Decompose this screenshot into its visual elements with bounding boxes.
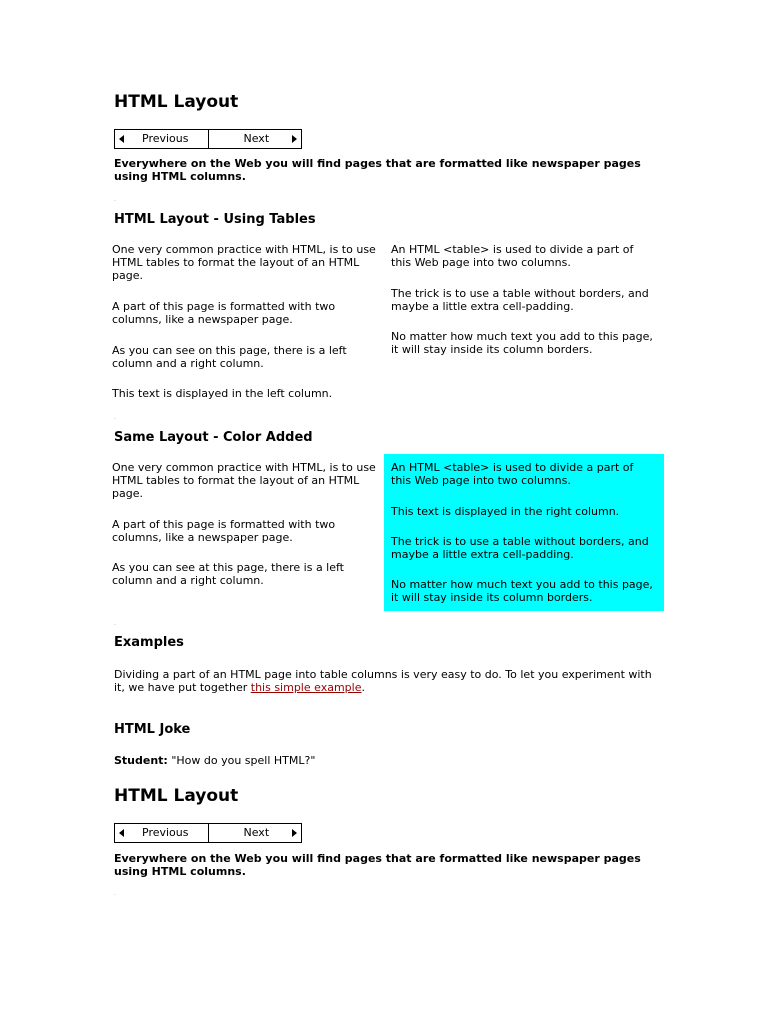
page-title-repeat: HTML Layout bbox=[114, 786, 239, 806]
examples-text-end: . bbox=[361, 681, 365, 694]
separator-dot: . bbox=[114, 196, 116, 203]
next-label: Next bbox=[243, 132, 270, 145]
color-right-para-3: The trick is to use a table without borders, and maybe a little extra cell-padding. bbox=[391, 535, 649, 561]
pager-nav-repeat bbox=[114, 823, 302, 843]
intro-text-repeat: Everywhere on the Web you will find pages that are formatted like newspaper pages using HTML columns. bbox=[114, 852, 641, 878]
color-right-para-1: An HTML <table> is used to divide a part of this Web page into two columns. bbox=[391, 461, 634, 487]
color-left-para-3: As you can see at this page, there is a left column and a right column. bbox=[112, 561, 344, 587]
previous-label: Previous bbox=[142, 826, 189, 839]
previous-label: Previous bbox=[142, 132, 189, 145]
next-label: Next bbox=[243, 826, 270, 839]
section-color-heading: Same Layout - Color Added bbox=[114, 430, 313, 445]
joke-quote: "How do you spell HTML?" bbox=[167, 754, 316, 767]
color-right-para-4: No matter how much text you add to this page, it will stay inside its column borders. bbox=[391, 578, 653, 604]
section-joke-heading: HTML Joke bbox=[114, 722, 191, 737]
tables-left-para-2: A part of this page is formatted with two columns, like a newspaper page. bbox=[112, 300, 336, 326]
examples-text: Dividing a part of an HTML page into table columns is very easy to do. To let you experiment with it, we have put together bbox=[114, 668, 652, 694]
section-tables-heading: HTML Layout - Using Tables bbox=[114, 212, 316, 227]
tables-left-para-1: One very common practice with HTML, is to use HTML tables to format the layout of an HTML page. bbox=[112, 243, 376, 282]
color-left-para-2: A part of this page is formatted with two columns, like a newspaper page. bbox=[112, 518, 336, 544]
joke-label: Student: bbox=[114, 754, 168, 767]
separator-dot: . bbox=[114, 414, 116, 421]
separator-dot: . bbox=[114, 620, 116, 627]
tables-left-para-3: As you can see on this page, there is a left column and a right column. bbox=[112, 344, 347, 370]
next-button[interactable] bbox=[208, 130, 302, 148]
previous-button[interactable] bbox=[115, 130, 208, 148]
next-button[interactable] bbox=[208, 824, 302, 842]
color-left-para-1: One very common practice with HTML, is to use HTML tables to format the layout of an HTML page. bbox=[112, 461, 376, 500]
color-right-para-2: This text is displayed in the right column. bbox=[391, 505, 620, 518]
previous-button[interactable] bbox=[115, 824, 208, 842]
arrow-right-icon bbox=[292, 135, 297, 143]
arrow-left-icon bbox=[119, 829, 124, 837]
page-title: HTML Layout bbox=[114, 92, 239, 112]
pager-nav bbox=[114, 129, 302, 149]
joke-paragraph bbox=[114, 754, 664, 767]
examples-paragraph bbox=[114, 668, 664, 694]
tables-right-para-2: The trick is to use a table without borders, and maybe a little extra cell-padding. bbox=[391, 287, 649, 313]
arrow-right-icon bbox=[292, 829, 297, 837]
tables-right-para-1: An HTML <table> is used to divide a part of this Web page into two columns. bbox=[391, 243, 634, 269]
simple-example-link[interactable]: this simple example bbox=[250, 681, 362, 694]
tables-right-para-3: No matter how much text you add to this page, it will stay inside its column borders. bbox=[391, 330, 653, 356]
separator-dot: . bbox=[114, 890, 116, 897]
intro-text: Everywhere on the Web you will find pages that are formatted like newspaper pages using HTML columns. bbox=[114, 157, 641, 183]
arrow-left-icon bbox=[119, 135, 124, 143]
tables-left-para-4: This text is displayed in the left column. bbox=[112, 387, 333, 400]
section-examples-heading: Examples bbox=[114, 635, 184, 650]
